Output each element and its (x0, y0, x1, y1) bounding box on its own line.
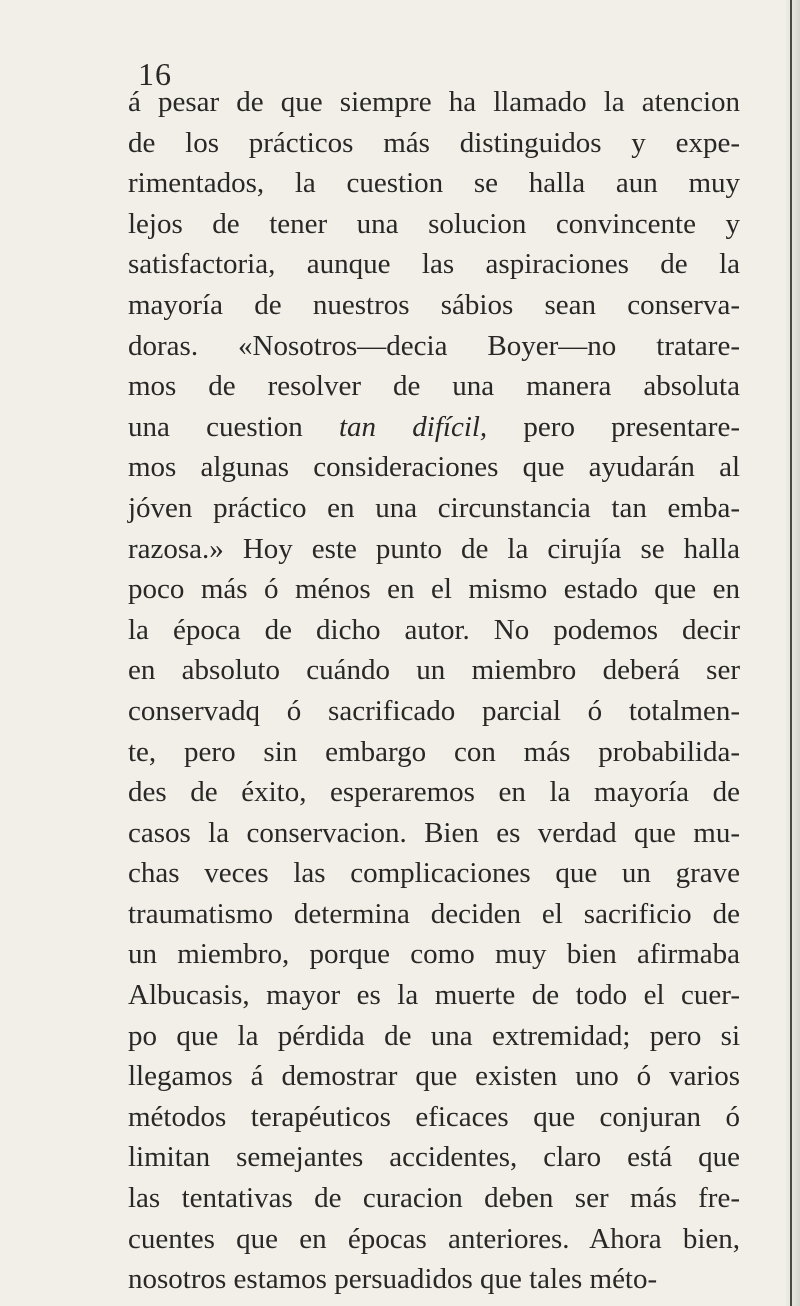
text-line: chas veces las complicaciones que un grave (128, 857, 740, 890)
text-line: casos la conservacion. Bien es verdad que mu- (128, 816, 740, 849)
text-line: cuentes que en épocas anteriores. Ahora bien, (128, 1222, 740, 1255)
text-line: llegamos á demostrar que existen uno ó varios (128, 1060, 740, 1093)
italic-phrase: tan difícil, (338, 410, 488, 443)
text-line: limitan semejantes accidentes, claro está que (128, 1141, 740, 1174)
text-line: satisfactoria, aunque las aspiraciones de la (128, 248, 740, 281)
text-segment: pero presentare- (487, 410, 740, 443)
text-line: conservadq ó sacrificado parcial ó totalmen- (128, 694, 740, 727)
text-line: doras. «Nosotros—decia Boyer—no tratare- (128, 329, 740, 362)
text-line: rimentados, la cuestion se halla aun muy (128, 167, 740, 200)
text-line: Albucasis, mayor es la muerte de todo el cuer- (128, 979, 740, 1012)
text-line: mos de resolver de una manera absoluta (128, 370, 740, 403)
page-number: 16 (138, 56, 172, 92)
text-line: po que la pérdida de una extremidad; pero si (128, 1019, 740, 1052)
text-line: mayoría de nuestros sábios sean conserva- (128, 288, 740, 321)
text-line: te, pero sin embargo con más probabilida- (128, 735, 740, 768)
text-line: jóven práctico en una circunstancia tan emba- (128, 491, 740, 524)
text-segment: una cuestion (128, 410, 339, 443)
text-line: de los prácticos más distinguidos y expe- (128, 126, 740, 159)
text-line: un miembro, porque como muy bien afirmaba (128, 938, 740, 971)
page-edge-shadow (786, 0, 800, 1306)
body-text (128, 82, 740, 1300)
text-line: poco más ó ménos en el mismo estado que en (128, 573, 740, 606)
text-line-with-italic (128, 407, 740, 448)
text-line: traumatismo determina deciden el sacrificio de (128, 897, 740, 930)
text-line: á pesar de que siempre ha llamado la atencion (128, 86, 740, 118)
text-line: mos algunas consideraciones que ayudarán al (128, 451, 740, 484)
page-edge-line (790, 0, 792, 1306)
text-line: métodos terapéuticos eficaces que conjuran ó (128, 1100, 740, 1133)
text-line: en absoluto cuándo un miembro deberá ser (128, 654, 740, 687)
text-line: nosotros estamos persuadidos que tales méto- (128, 1263, 658, 1296)
text-line: las tentativas de curacion deben ser más fre- (128, 1182, 740, 1215)
text-line: la época de dicho autor. No podemos decir (128, 613, 740, 646)
text-line: des de éxito, esperaremos en la mayoría de (128, 776, 740, 809)
text-line: razosa.» Hoy este punto de la cirujía se halla (128, 532, 740, 565)
text-line: lejos de tener una solucion convincente y (128, 207, 740, 240)
